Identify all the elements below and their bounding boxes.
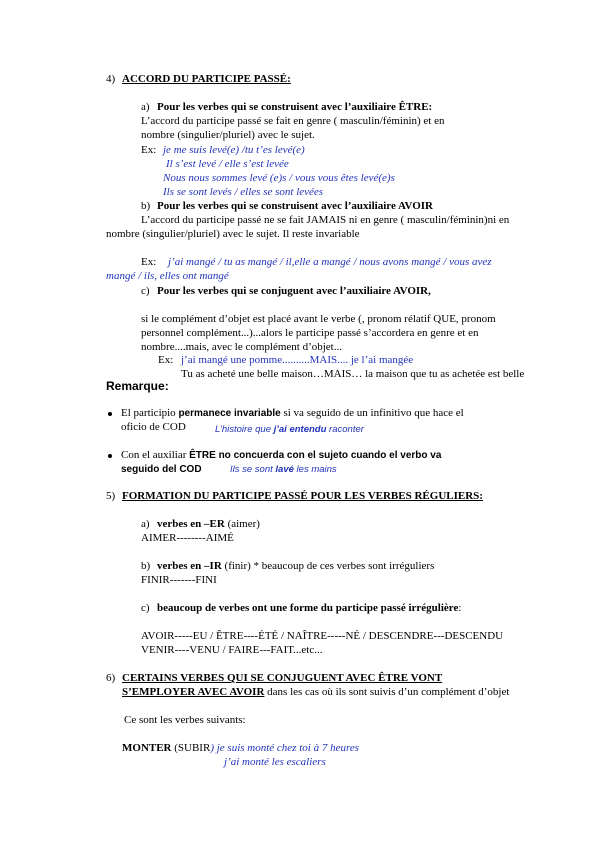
s5-item-a-example: AIMER--------AIMÉ [141, 532, 234, 544]
remarque-item-2-line-2: seguido del COD [121, 464, 202, 475]
section-6-number: 6) [106, 672, 116, 684]
remarque-item-2-line-1 [121, 449, 441, 462]
remarque-title: Remarque: [106, 379, 169, 393]
example-b-line-2: mangé / ils, elles ont mangé [106, 270, 229, 282]
s5-item-b-label: b) [141, 560, 151, 572]
s5-item-c-label: c) [141, 602, 150, 614]
item-b-text-1: L’accord du participe passé ne se fait JAMAIS ni en genre ( masculin/féminin)ni en [141, 214, 510, 226]
remarque-example-1-bold: j’ai entendu [273, 424, 327, 435]
s5-item-c-bold: beaucoup de verbes ont une forme du participe passé irrégulière [157, 602, 459, 614]
s5-item-a-rest: (aimer) [224, 518, 260, 530]
item-c-title: Pour les verbes qui se conjuguent avec l’auxiliaire AVOIR, [157, 285, 431, 297]
remarque-item-2-example [230, 463, 337, 476]
s5-item-c-rest: : [458, 602, 462, 614]
item-a-label: a) [141, 101, 150, 113]
example-b-line-1: j’ai mangé / tu as mangé / il,elle a mangé / nous avons mangé / vous avez [168, 256, 492, 268]
remarque-example-1-pre: L’histoire que [215, 424, 274, 435]
section-6-title-2-rest: dans les cas où ils sont suivis d’un complément d’objet [264, 686, 510, 698]
section-6-title-2-bold: S’EMPLOYER AVEC AVOIR [122, 686, 265, 698]
bullet-icon [108, 454, 112, 458]
remarque-item-2-bold: ÊTRE no concuerda con el sujeto cuando el verbo va [189, 450, 442, 461]
section-6-verb-line [122, 742, 359, 755]
s5-item-b-example: FINIR-------FINI [141, 574, 217, 586]
example-c-line-2: Tu as acheté une belle maison…MAIS… la maison que tu as achetée est belle [181, 368, 525, 380]
irregular-list-line-2: VENIR----VENU / FAIRE---FAIT...etc... [141, 644, 323, 656]
section-4-number: 4) [106, 73, 116, 85]
s5-item-a-label: a) [141, 518, 150, 530]
s5-item-b-heading [157, 560, 434, 573]
bullet-icon [108, 412, 112, 416]
s5-item-c-heading [157, 602, 461, 615]
verb-monter-example-2: j’ai monté les escaliers [224, 756, 326, 768]
item-b-label: b) [141, 200, 151, 212]
example-line-3: Nous nous sommes levé (e)s / vous vous êtes levé(e)s [163, 172, 395, 184]
item-b-title: Pour les verbes qui se construisent avec l’auxiliaire AVOIR [157, 200, 433, 212]
remarque-item-2-pre: Con el auxiliar [121, 449, 190, 461]
item-c-text-3: nombre....mais, avec le complément d’objet... [141, 341, 342, 353]
verb-monter-gloss: (SUBIR [171, 742, 211, 754]
example-line-4: Ils se sont levés / elles se sont levées [163, 186, 324, 198]
section-5-number: 5) [106, 490, 116, 502]
example-label: Ex: [141, 144, 157, 156]
s5-item-a-bold: verbes en –ER [157, 518, 225, 530]
remarque-item-1-post: si va seguido de un infinitivo que hace el [280, 407, 464, 419]
section-6-title-1: CERTAINS VERBES QUI SE CONJUGUENT AVEC ÊTRE VONT [122, 672, 443, 684]
remarque-example-2-pre: Ils se sont [230, 464, 276, 475]
remarque-example-1-post: raconter [326, 424, 364, 435]
remarque-item-1-pre: El participio [121, 407, 179, 419]
remarque-example-2-bold: lavé [275, 464, 294, 475]
example-b-label: Ex: [141, 256, 157, 268]
remarque-example-2-post: les mains [293, 464, 337, 475]
item-c-label: c) [141, 285, 150, 297]
item-a-text-1: L’accord du participe passé se fait en genre ( masculin/féminin) et en [141, 115, 445, 127]
example-c-label: Ex: [158, 354, 174, 366]
irregular-list-line-1: AVOIR-----EU / ÊTRE----ÉTÉ / NAÎTRE-----NÉ / DESCENDRE---DESCENDU [141, 630, 504, 642]
example-c-line-1: j’ai mangé une pomme..........MAIS.... je l’ai mangée [181, 354, 414, 366]
verb-monter-example-1: ) je suis monté chez toi à 7 heures [210, 742, 359, 754]
section-4-title: ACCORD DU PARTICIPE PASSÉ: [122, 73, 291, 85]
remarque-item-1-line-2: oficio de COD [121, 421, 186, 433]
example-line-2: Il s’est levé / elle s’est levée [166, 158, 289, 170]
s5-item-b-rest: (finir) * beaucoup de ces verbes sont irréguliers [221, 560, 435, 572]
s5-item-b-bold: verbes en –IR [157, 560, 222, 572]
section-6-intro: Ce sont les verbes suivants: [124, 714, 246, 726]
example-line-1: je me suis levé(e) /tu t’es levé(e) [163, 144, 305, 156]
s5-item-a-heading [157, 518, 260, 531]
verb-monter: MONTER [122, 742, 172, 754]
item-c-text-1: si le complément d’objet est placé avant le verbe (, pronom rélatif QUE, pronom [141, 313, 496, 325]
remarque-item-1-bold: permanece invariable [178, 408, 281, 419]
section-5-title: FORMATION DU PARTICIPE PASSÉ POUR LES VERBES RÉGULIERS: [122, 490, 483, 502]
remarque-item-1-line-1 [121, 407, 464, 420]
item-a-text-2: nombre (singulier/pluriel) avec le sujet. [141, 129, 315, 141]
section-6-title-2 [122, 686, 509, 699]
item-a-title: Pour les verbes qui se construisent avec l’auxiliaire ÊTRE: [157, 101, 433, 113]
item-b-text-2: nombre (singulier/pluriel) avec le sujet. Il reste invariable [106, 228, 360, 240]
remarque-item-1-example [215, 423, 364, 436]
item-c-text-2: personnel complément...)...alors le participe passé s’accordera en genre et en [141, 327, 479, 339]
